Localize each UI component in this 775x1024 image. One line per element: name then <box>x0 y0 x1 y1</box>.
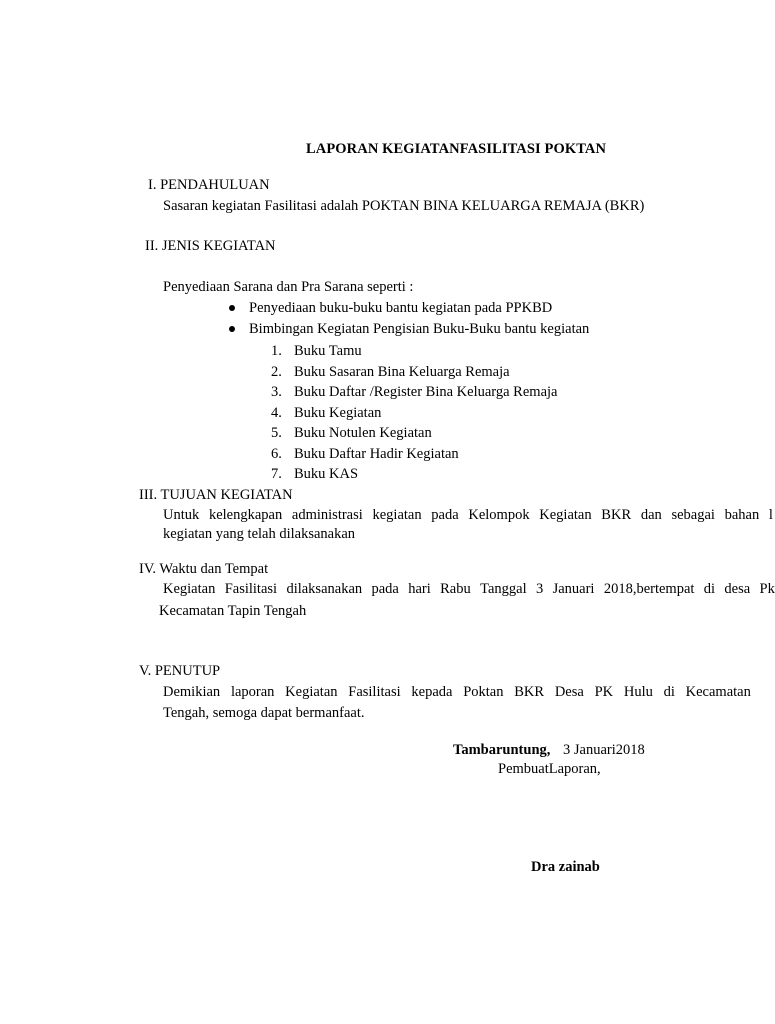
section-body-line-penutup <box>163 685 751 700</box>
list-item-number: 2. <box>271 364 282 380</box>
list-item-text: Buku Daftar /Register Bina Keluarga Remaja <box>294 384 558 400</box>
bullet-icon <box>229 326 235 332</box>
word: Kecamatan <box>685 684 751 700</box>
word: Kegiatan <box>285 684 338 700</box>
word: Kegiatan <box>539 507 592 523</box>
word: kelengkapan <box>208 507 283 523</box>
list-item-text: Buku Sasaran Bina Keluarga Remaja <box>294 364 510 380</box>
section-body-line-tujuan-2: kegiatan yang telah dilaksanakan <box>163 526 356 542</box>
word: Untuk <box>163 507 200 523</box>
list-item-text: Buku Tamu <box>294 343 362 359</box>
section-body-line-waktu-2: Kecamatan Tapin Tengah <box>159 603 307 619</box>
list-item-number: 7. <box>271 466 282 482</box>
word: Kelompok <box>468 507 530 523</box>
word: Hulu <box>623 684 653 700</box>
section-heading-tujuan-kegiatan: III. TUJUAN KEGIATAN <box>139 487 293 503</box>
word: Kegiatan <box>163 581 216 597</box>
word: laporan <box>230 684 275 700</box>
word: bahan <box>724 507 760 523</box>
section-heading-jenis-kegiatan: II. JENIS KEGIATAN <box>145 238 276 254</box>
bullet-text: Bimbingan Kegiatan Pengisian Buku-Buku bantu kegiatan <box>249 321 590 337</box>
word: l <box>768 507 773 523</box>
word: administrasi <box>291 507 363 523</box>
word: di <box>663 684 675 700</box>
list-item-text: Buku Daftar Hadir Kegiatan <box>294 446 459 462</box>
section-heading-pendahuluan: I. PENDAHULUAN <box>148 177 270 193</box>
section-heading-waktu-tempat: IV. Waktu dan Tempat <box>139 561 269 577</box>
word: desa <box>724 581 751 597</box>
word: dan <box>640 507 662 523</box>
signature-date: 3 Januari2018 <box>563 742 645 758</box>
list-item-number: 3. <box>271 384 282 400</box>
list-item-number: 5. <box>271 425 282 441</box>
word: Poktan <box>463 684 504 700</box>
word: Fasilitasi <box>348 684 401 700</box>
word: kegiatan <box>372 507 422 523</box>
section-body-line-waktu <box>163 582 775 597</box>
section-body-line-penutup-2: Tengah, semoga dapat bermanfaat. <box>163 705 365 721</box>
signature-role: PembuatLaporan, <box>498 761 601 777</box>
word: 3 <box>535 581 544 597</box>
word: Fasilitasi <box>224 581 278 597</box>
word: pada <box>371 581 399 597</box>
word: Desa <box>554 684 584 700</box>
list-item-number: 6. <box>271 446 282 462</box>
bullet-text: Penyediaan buku-buku bantu kegiatan pada PPKBD <box>249 300 553 316</box>
word: dilaksanakan <box>286 581 363 597</box>
signature-place: Tambaruntung, <box>453 742 551 758</box>
list-item-number: 4. <box>271 405 282 421</box>
list-item-number: 1. <box>271 343 282 359</box>
word: Januari <box>552 581 595 597</box>
section-heading-penutup: V. PENUTUP <box>139 663 221 679</box>
bullet-icon <box>229 305 235 311</box>
word: sebagai <box>671 507 715 523</box>
word: Tanggal <box>480 581 527 597</box>
word: Demikian <box>163 684 221 700</box>
word: BKR <box>601 507 632 523</box>
word: pada <box>431 507 459 523</box>
list-item-text: Buku Kegiatan <box>294 405 382 421</box>
word: BKR <box>514 684 545 700</box>
section-intro-jenis-kegiatan: Penyediaan Sarana dan Pra Sarana seperti : <box>163 279 414 295</box>
list-item-text: Buku Notulen Kegiatan <box>294 425 432 441</box>
word: Pk <box>759 581 775 597</box>
list-item-text: Buku KAS <box>294 466 359 482</box>
word: Rabu <box>440 581 471 597</box>
word: di <box>703 581 716 597</box>
word: PK <box>594 684 614 700</box>
word: 2018,bertempat <box>603 581 695 597</box>
signature-name: Dra zainab <box>531 859 600 875</box>
section-body-pendahuluan: Sasaran kegiatan Fasilitasi adalah POKTAN BINA KELUARGA REMAJA (BKR) <box>163 198 645 214</box>
document-title: LAPORAN KEGIATANFASILITASI POKTAN <box>306 141 607 157</box>
word: kepada <box>411 684 453 700</box>
section-body-line-tujuan <box>163 508 773 523</box>
word: hari <box>408 581 431 597</box>
